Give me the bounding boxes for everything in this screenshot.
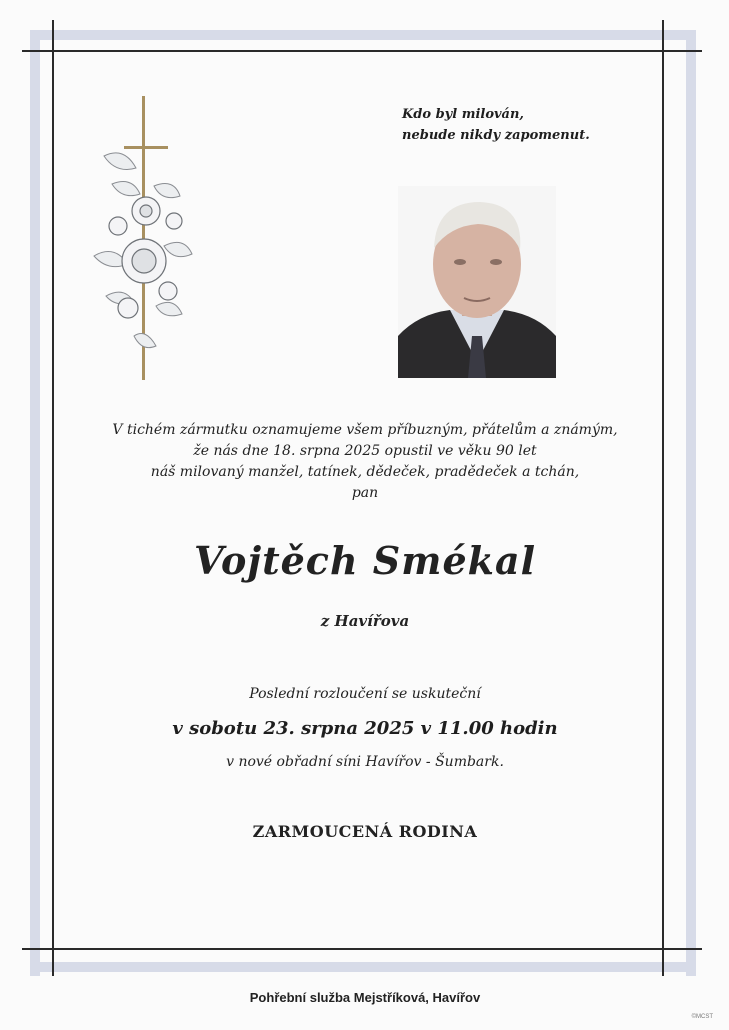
frame-band-bottom [30,962,696,972]
quote-line-1: Kdo byl milován, [402,107,524,122]
memorial-quote [402,104,590,146]
quote-line-2: nebude nikdy zapomenut. [402,128,590,143]
publisher-mark: ©MCST [691,1014,713,1020]
frame-line-top [22,50,702,52]
announcement-line-4: pan [351,485,379,501]
signature-family: ZARMOUCENÁ RODINA [252,822,478,841]
cross-flower-icon [84,96,200,380]
announcement-line-3: náš milovaný manžel, tatínek, dědeček, pradědeček a tchán, [150,464,580,480]
deceased-origin: z Havířova [320,612,410,630]
announcement-line-2: že nás dne 18. srpna 2025 opustil ve věku 90 let [193,443,537,459]
frame-line-left [52,20,54,976]
farewell-place: v nové obřadní síni Havířov - Šumbark. [226,754,504,770]
announcement-line-1: V tichém zármutku oznamujeme všem příbuzným, přátelům a známým, [112,422,618,438]
frame-band-top [30,30,696,40]
frame-band-left [30,30,40,976]
announcement-text [90,420,640,504]
frame-line-bottom [22,948,702,950]
frame-band-right [686,30,696,976]
farewell-intro: Poslední rozloučení se uskuteční [249,686,481,702]
portrait-photo [398,186,556,378]
deceased-name: Vojtěch Smékal [193,538,537,583]
funeral-service-footer: Pohřební služba Mejstříková, Havířov [249,990,481,1005]
frame-line-right [662,20,664,976]
farewell-date-time: v sobotu 23. srpna 2025 v 11.00 hodin [172,718,558,739]
